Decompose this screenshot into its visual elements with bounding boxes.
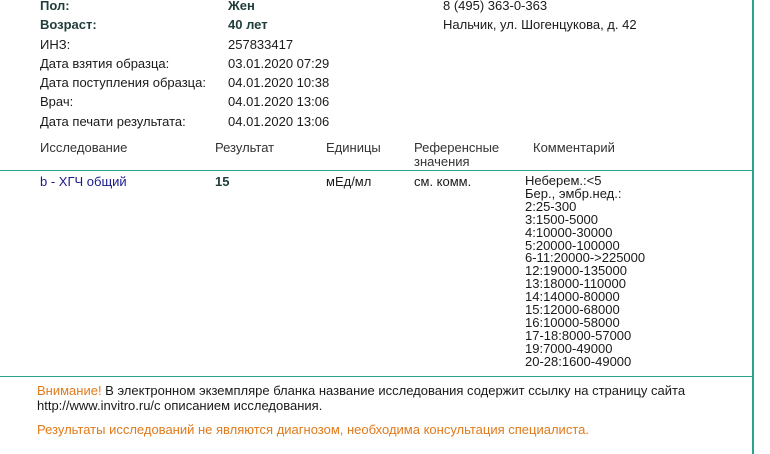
reference-value: см. комм.	[414, 174, 472, 189]
header-divider	[0, 170, 754, 171]
comment-line: 12:19000-135000	[525, 263, 627, 279]
inz-label: ИНЗ:	[40, 37, 71, 52]
test-name-link[interactable]: b - ХГЧ общий	[40, 174, 127, 189]
header-comments: Комментарий	[533, 140, 615, 155]
sex-label: Пол:	[40, 0, 70, 13]
comment-line: 4:10000-30000	[525, 224, 613, 240]
comment-line: 6-11:20000->225000	[525, 250, 646, 266]
result-value: 15	[215, 174, 230, 189]
age-label: Возраст:	[40, 17, 97, 32]
note-text-1: В электронном экземпляре бланка название исследования содержит ссылку на страницу сайта	[101, 383, 686, 398]
comment-line: 15:12000-68000	[525, 302, 620, 318]
comment-line: 5:20000-100000	[525, 237, 620, 253]
sample-received-label: Дата поступления образца:	[40, 75, 206, 90]
comment-line: Бер., эмбр.нед.:	[525, 185, 622, 201]
note-line-2	[37, 398, 685, 413]
inz-value: 257833417	[228, 37, 294, 52]
print-date-value: 04.01.2020 13:06	[228, 114, 330, 129]
comment-line: 3:1500-5000	[525, 211, 599, 227]
header-reference-line1: Референсные	[414, 140, 500, 155]
header-result: Результат	[215, 140, 275, 155]
comments-list	[525, 175, 645, 369]
comment-line: 17-18:8000-57000	[525, 327, 632, 343]
lab-address: Нальчик, ул. Шогенцукова, д. 42	[443, 17, 637, 32]
header-units: Единицы	[326, 140, 381, 155]
comment-line: 2:25-300	[525, 198, 577, 214]
sex-value: Жен	[228, 0, 255, 13]
comment-line: 16:10000-58000	[525, 314, 620, 330]
comment-line: Неберем.:<5	[525, 173, 602, 188]
header-test: Исследование	[40, 140, 128, 155]
invitro-link[interactable]: http://www.invitro.ru/	[37, 398, 155, 413]
note-line-1	[37, 383, 685, 398]
doctor-label: Врач:	[40, 94, 74, 109]
comment-line: 13:18000-110000	[525, 276, 626, 292]
electronic-copy-note	[37, 383, 685, 413]
units-value: мЕд/мл	[326, 174, 372, 189]
sample-taken-value: 03.01.2020 07:29	[228, 56, 330, 71]
disclaimer: Результаты исследований не являются диагнозом, необходима консультация специалиста.	[37, 422, 589, 437]
comment-line: 20-28:1600-49000	[525, 353, 632, 369]
lab-phone: 8 (495) 363-0-363	[443, 0, 548, 13]
comment-line: 19:7000-49000	[525, 340, 613, 356]
header-reference	[414, 141, 499, 169]
doctor-value: 04.01.2020 13:06	[228, 94, 330, 109]
sample-received-value: 04.01.2020 10:38	[228, 75, 330, 90]
sample-taken-label: Дата взятия образца:	[40, 56, 170, 71]
print-date-label: Дата печати результата:	[40, 114, 186, 129]
age-value: 40 лет	[228, 17, 268, 32]
header-reference-line2: значения	[414, 154, 470, 169]
warning-word: Внимание!	[37, 383, 102, 398]
row-divider	[0, 376, 754, 377]
note-text-2: с описанием исследования.	[154, 398, 323, 413]
comment-line: 14:14000-80000	[525, 289, 620, 305]
